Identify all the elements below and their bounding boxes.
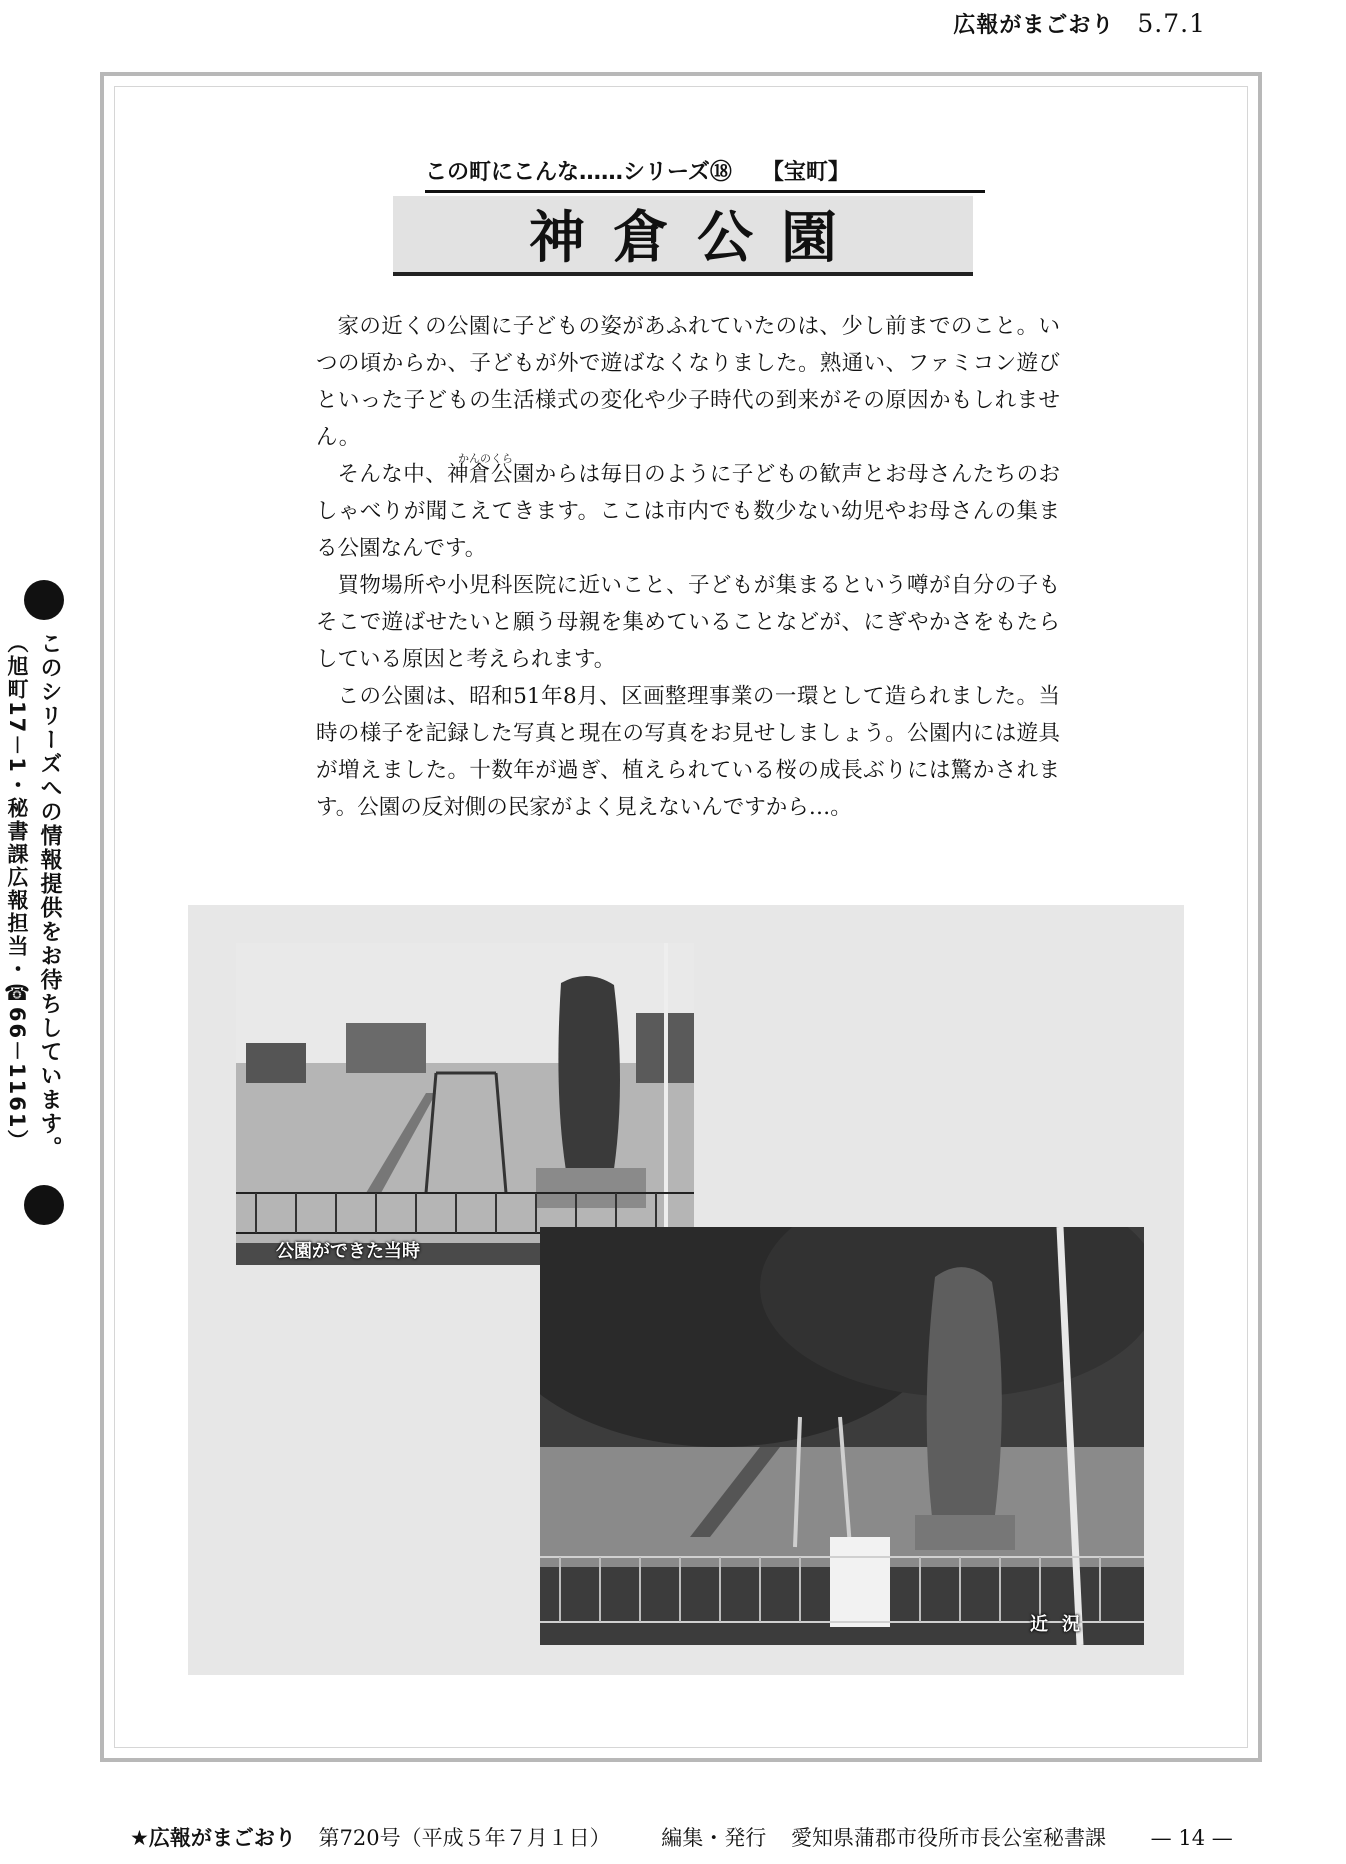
title-ruby: かんのくら — [458, 452, 513, 465]
side-notice — [0, 570, 80, 1220]
paragraph: 家の近くの公園に子どもの姿があふれていたのは、少し前までのこと。いつの頃からか、子どもが外で遊ばなくなりました。熟通い、ファミコン遊びといった子どもの生活様式の変化や少子時代の到来がその原因かもしれません。 — [316, 314, 1060, 450]
photo-caption-old: 公園ができた当時 — [276, 1241, 420, 1262]
series-heading — [425, 155, 985, 193]
article-title: 神倉公園 — [529, 205, 865, 271]
header-date: 5.7.1 — [1137, 9, 1206, 38]
bullet-dot-icon — [24, 580, 64, 620]
footer-issue: 第720号（平成５年７月１日） — [318, 1826, 611, 1850]
page-footer — [130, 1822, 1270, 1852]
photo-caption-recent: 近況 — [1030, 1614, 1094, 1635]
footer-publication: ★広報がまごおり — [130, 1826, 296, 1850]
side-contact-text: （旭町17－1・秘書課広報担当・☎66－1161） — [5, 632, 29, 1153]
photo-park-at-opening — [236, 943, 694, 1265]
article-body — [316, 308, 1060, 826]
paragraph: そんな中、神倉公園からは毎日のように子どもの歓声とお母さんたちのおしゃべりが聞こえてきます。ここは市内でも数少ない幼児やお母さんの集まる公園なんです。 — [316, 462, 1060, 561]
photo-panel — [188, 905, 1184, 1675]
page-header — [953, 8, 1206, 39]
side-notice-text: このシリーズへの情報提供をお待ちしています。 — [37, 632, 62, 1160]
photo-park-recent — [540, 1227, 1144, 1645]
bullet-dot-icon — [24, 1185, 64, 1225]
page-number: — 14 — — [1150, 1826, 1233, 1850]
footer-organization: 愛知県蒲郡市役所市長公室秘書課 — [790, 1826, 1106, 1850]
paragraph: この公園は、昭和51年8月、区画整理事業の一環として造られました。当時の様子を記録した写真と現在の写真をお見せしましょう。公園内には遊具が増えました。十数年が過ぎ、植えられている桜の成長ぶりには驚かされます。公園の反対側の民家がよく見えないんですから…。 — [316, 684, 1060, 820]
footer-editor-label: 編集・発行 — [661, 1826, 767, 1850]
header-publication: 広報がまごおり — [953, 13, 1115, 38]
district-tag: 【宝町】 — [761, 160, 850, 185]
paragraph: 買物場所や小児科医院に近いこと、子どもが集まるという噂が自分の子もそこで遊ばせたいと願う母親を集めていることなどが、にぎやかさをもたらしている原因と考えられます。 — [316, 573, 1060, 672]
title-banner — [393, 196, 973, 276]
series-label: この町にこんな……シリーズ⑱ — [425, 160, 732, 185]
